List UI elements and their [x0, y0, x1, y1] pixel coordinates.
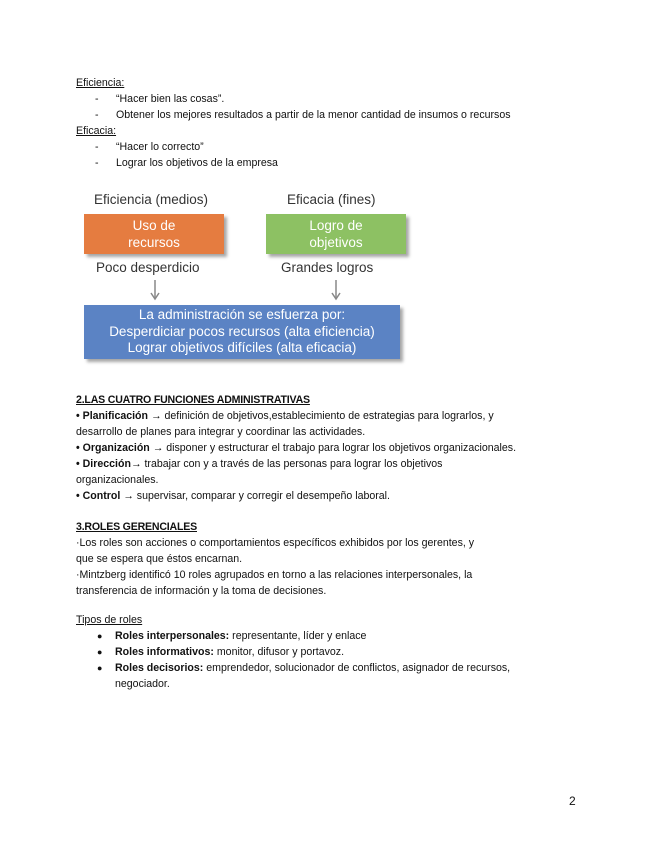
page-number: 2 [569, 794, 576, 808]
diagram-right-sub: Grandes logros [281, 260, 374, 275]
rol-item-cont: negociador. [115, 678, 170, 690]
tipos-roles-heading: Tipos de roles [76, 614, 143, 626]
diagram-bottom-line: La administración se esfuerza por: [138, 307, 346, 323]
diagram-left-sub: Poco desperdicio [96, 260, 200, 275]
diagram-left-title: Eficiencia (medios) [94, 192, 209, 207]
funcion-item: • Control → supervisar, comparar y corregir el desempeño laboral. [76, 490, 390, 502]
funciones-heading: 2.LAS CUATRO FUNCIONES ADMINISTRATIVAS [76, 394, 310, 406]
eficiencia-eficacia-diagram [82, 190, 408, 365]
diagram-right-box-line: objetivos [309, 235, 363, 250]
roles-heading: 3.ROLES GERENCIALES [76, 521, 197, 533]
diagram-left-box-line: recursos [128, 235, 180, 250]
document-page: Eficiencia: - “Hacer bien las cosas”. - Obtener los mejores resultados a partir de la menor cantidad de insumos o recursos Eficacia: - “Hacer lo correcto” - Lograr los objetivos de la empresa Eficiencia (medios) Eficacia (fines) Uso de recursos Logro de objetivos Poco desperdicio Grandes logros La administración se esfuerza por: Desperdiciar pocos recursos (alta eficiencia) Lograr objetivos difíciles (alta eficacia) 2.LAS CUATRO FUNCIONES ADMINISTRATIVAS • Planificación → definición de objetivos,establecimiento de estrategias para lograrlos, y desarrollo de planes para integrar y coordinar las actividades. • Organización → disponer y estructurar el trabajo para lograr los objetivos organizacionales. • Dirección→ trabajar con y a través de las personas para lograr los objetivos organizacionales. • Control → supervisar, comparar y corregir el desempeño laboral. 3.ROLES GERENCIALES ·Los roles son acciones o comportamientos específicos exhibidos por los gerentes, y que se espera que éstos encarnan. ·Mintzberg identificó 10 roles agrupados en torno a las relaciones interpersonales, la transferencia de información y la toma de decisiones. Tipos de roles ● Roles interpersonales: representante, líder y enlace ● Roles informativos: monitor, difusor y portavoz. ● Roles decisorios: emprendedor, solucionador de conflictos, asignador de recursos, negociador. 2 [76, 77, 576, 808]
funcion-item: • Planificación → definición de objetivos,establecimiento de estrategias para lograrlos, y [76, 410, 494, 422]
roles-paragraph-line: ·Mintzberg identificó 10 roles agrupados en torno a las relaciones interpersonales, la [76, 569, 473, 581]
eficiencia-heading: Eficiencia: [76, 77, 125, 89]
funcion-item-cont: desarrollo de planes para integrar y coordinar las actividades. [76, 426, 366, 438]
diagram-bottom-box [84, 305, 400, 359]
funcion-item: • Dirección→ trabajar con y a través de las personas para lograr los objetivos [76, 458, 443, 470]
roles-paragraph-line: que se espera que éstos encarnan. [76, 553, 243, 565]
diagram-right-box [266, 214, 406, 254]
diagram-right-title: Eficacia (fines) [287, 192, 376, 207]
diagram-right-box-line: Logro de [309, 218, 363, 233]
funcion-item: • Organización → disponer y estructurar el trabajo para lograr los objetivos organizacionales. [76, 442, 517, 454]
diagram-bottom-line: Desperdiciar pocos recursos (alta eficiencia) [109, 323, 375, 339]
roles-paragraph-line: ·Los roles son acciones o comportamientos específicos exhibidos por los gerentes, y [76, 537, 475, 549]
diagram-bottom-line: Lograr objetivos difíciles (alta eficacia) [127, 340, 357, 356]
eficacia-heading: Eficacia: [76, 125, 117, 137]
down-arrow-icon [149, 280, 161, 302]
diagram-left-box [84, 214, 224, 254]
roles-paragraph-line: transferencia de información y la toma de decisiones. [76, 585, 327, 597]
diagram-left-box-line: Uso de [132, 218, 176, 233]
funcion-item-cont: organizacionales. [76, 474, 159, 486]
down-arrow-icon [330, 280, 342, 302]
